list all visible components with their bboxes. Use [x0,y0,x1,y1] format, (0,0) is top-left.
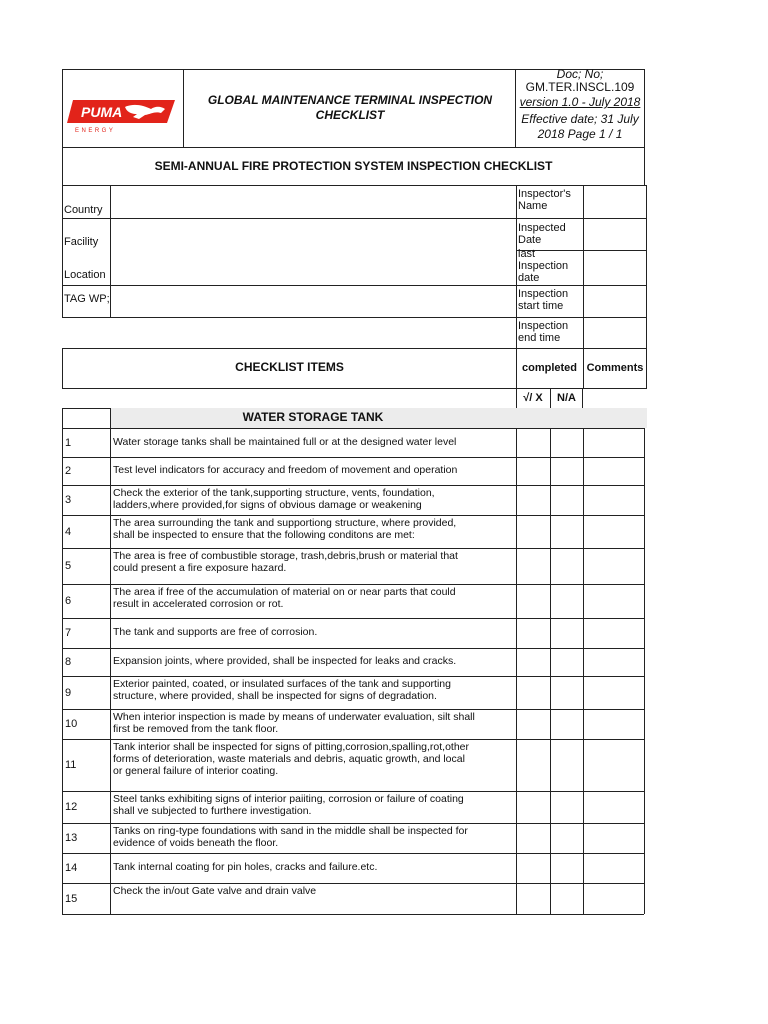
inspector-name-label: Inspector's Name [518,188,571,212]
row-border [62,515,63,548]
row-text-line: The area is free of combustible storage, trash,debris,brush or material that [113,550,458,562]
comments-cell[interactable] [584,884,644,914]
row-border [62,548,63,584]
check-cell[interactable] [517,710,550,739]
na-cell[interactable] [551,824,583,853]
row-text-line: Steel tanks exhibiting signs of interior paiiting, corrosion or failure of coating [113,793,464,805]
check-cell[interactable] [517,740,550,791]
tag-wp-label: TAG WP; [64,293,110,305]
check-cell[interactable] [517,516,550,548]
row-number: 15 [65,893,78,905]
row-number: 4 [65,526,72,538]
checklist-items-header: CHECKLIST ITEMS [235,360,344,374]
inspection-end-time-label: Inspection end time [518,320,569,344]
row-border [110,739,111,791]
na-cell[interactable] [551,649,583,676]
na-cell[interactable] [551,516,583,548]
row-border [62,791,63,823]
effective-date-line2: 2018 Page 1 / 1 [537,127,623,141]
inspection-end-time-field[interactable] [584,319,646,347]
facility-label: Facility [64,236,99,248]
check-cell[interactable] [517,884,550,914]
check-cell[interactable] [517,792,550,823]
row-border [644,823,645,853]
row-number: 3 [65,494,72,506]
row-text-line: Tanks on ring-type foundations with sand in the middle shall be inspected for [113,825,468,837]
row-border [110,618,111,648]
effective-date-line1: Effective date; 31 July [521,112,639,126]
row-border [644,676,645,709]
row-number: 11 [65,759,77,771]
row-border [62,914,644,915]
inspected-date-field[interactable] [584,219,646,249]
row-border [110,676,111,709]
completed-header: completed [521,362,577,374]
check-cell[interactable] [517,824,550,853]
country-label: Country [64,204,103,216]
row-border [644,648,645,676]
comments-cell[interactable] [584,854,644,883]
row-text-line: result in accelerated corrosion or rot. [113,598,284,610]
comments-cell[interactable] [584,649,644,676]
comments-cell[interactable] [584,516,644,548]
row-border [62,618,63,648]
row-text-line: Exterior painted, coated, or insulated surfaces of the tank and supporting [113,678,451,690]
na-column-header: N/A [557,392,576,404]
comments-cell[interactable] [584,549,644,584]
row-text-line: Check the exterior of the tank,supporting structure, vents, foundation, [113,487,435,499]
row-text-line: Test level indicators for accuracy and freedom of movement and operation [113,464,458,476]
row-text-line: The area if free of the accumulation of material on or near parts that could [113,586,456,598]
doc-number-label: Doc; No; [556,67,604,81]
location-field[interactable] [111,253,515,284]
row-border [110,883,111,914]
comments-cell[interactable] [584,458,644,485]
row-text-line: When interior inspection is made by means of underwater evaluation, silt shall [113,711,475,723]
check-cell[interactable] [517,486,550,515]
row-border [110,584,111,618]
row-border [644,739,645,791]
na-cell[interactable] [551,619,583,648]
row-text-line: ladders,where provided,for signs of obvious damage or weakening [113,499,422,511]
facility-field[interactable] [111,219,515,252]
row-border [644,515,645,548]
row-border [62,648,63,676]
row-border [62,709,63,739]
row-text-line: or general failure of interior coating. [113,765,279,777]
check-cell[interactable] [517,649,550,676]
row-border [644,618,645,648]
version-text: version 1.0 - July 2018 [519,95,641,109]
row-number: 5 [65,560,72,572]
row-border [62,457,63,485]
row-text-line: could present a fire exposure hazard. [113,562,287,574]
row-border [62,676,63,709]
check-cell[interactable] [517,458,550,485]
last-inspection-date-label: last Inspection date [518,248,569,284]
check-cell[interactable] [517,677,550,709]
page-subtitle: SEMI-ANNUAL FIRE PROTECTION SYSTEM INSPECTION CHECKLIST [154,159,553,173]
info-divider-right-label [516,185,517,318]
row-text-line: Check the in/out Gate valve and drain valve [113,885,317,897]
na-cell[interactable] [551,884,583,914]
row-number: 1 [65,437,72,449]
row-border [110,709,111,739]
row-border [62,853,63,883]
na-cell[interactable] [551,854,583,883]
row-border [644,485,645,515]
check-cell[interactable] [517,585,550,618]
endtime-border-right [646,318,647,348]
row-number: 6 [65,595,72,607]
row-text-line: Tank internal coating for pin holes, cracks and failure.etc. [113,861,378,873]
section-number-cell [62,408,111,429]
row-border [110,428,111,457]
subtitle-border-right [644,148,645,186]
na-cell[interactable] [551,710,583,739]
row-text-line: Water storage tanks shall be maintained full or at the designed water level [113,436,457,448]
na-cell[interactable] [551,429,583,457]
comments-cell[interactable] [584,792,644,823]
row-number: 10 [65,718,78,730]
comments-cell[interactable] [584,710,644,739]
comments-header: Comments [586,362,644,374]
row-border [62,739,63,791]
inspector-name-field[interactable] [584,186,646,217]
row-border [110,791,111,823]
row-border [110,485,111,515]
header-title-line1: GLOBAL MAINTENANCE TERMINAL INSPECTION [207,93,493,107]
endtime-border-left [516,318,517,348]
na-cell[interactable] [551,549,583,584]
check-column-header: √/ X [523,392,543,404]
country-field[interactable] [111,186,515,217]
row-number: 13 [65,832,78,844]
row-border [110,648,111,676]
logo-sub-text: ENERGY [75,128,116,133]
row-border [62,485,63,515]
row-number: 7 [65,627,72,639]
row-border [110,548,111,584]
comments-cell[interactable] [584,677,644,709]
comments-cell[interactable] [584,429,644,457]
header-divider-left [183,69,184,148]
inspection-start-time-label: Inspection start time [518,288,569,312]
row-border [644,709,645,739]
check-cell[interactable] [517,549,550,584]
comments-cell[interactable] [584,486,644,515]
na-cell[interactable] [551,792,583,823]
comments-cell[interactable] [584,585,644,618]
tag-wp-field[interactable] [111,286,515,317]
row-text-line: Expansion joints, where provided, shall be inspected for leaks and cracks. [113,655,457,667]
na-cell[interactable] [551,740,583,791]
row-text-line: evidence of voids beneath the floor. [113,837,279,849]
row-border [62,823,63,853]
row-text-line: first be removed from the tank floor. [113,723,279,735]
na-cell[interactable] [551,458,583,485]
doc-code: GM.TER.INSCL.109 [525,80,635,94]
row-border [644,457,645,485]
row-border [62,584,63,618]
row-text-line: shall be inspected to ensure that the following conditons are met: [113,529,415,541]
check-cell[interactable] [517,429,550,457]
row-border [62,883,63,914]
header-title-line2: CHECKLIST [315,108,385,122]
check-cell[interactable] [517,619,550,648]
location-label: Location [64,269,106,281]
row-border [110,515,111,548]
row-text-line: forms of deterioration, waste materials and debris, aquatic growth, and local [113,753,465,765]
inspected-date-label: Inspected Date [518,222,566,246]
row-border [644,428,645,457]
row-text-line: shall ve subjected to furthere investigation. [113,805,312,817]
section-title: WATER STORAGE TANK [242,410,384,424]
comments-cell[interactable] [584,824,644,853]
row-border [644,883,645,914]
row-number: 8 [65,656,72,668]
row-text-line: The area surrounding the tank and supportiong structure, where provided, [113,517,457,529]
row-border [110,457,111,485]
row-border [110,853,111,883]
row-border [644,791,645,823]
row-text-line: Tank interior shall be inspected for signs of pitting,corrosion,spalling,rot,other [113,741,470,753]
row-text-line: The tank and supports are free of corrosion. [113,626,318,638]
comments-cell[interactable] [584,740,644,791]
row-number: 12 [65,801,78,813]
na-cell[interactable] [551,585,583,618]
row-number: 14 [65,862,78,874]
row-border [110,823,111,853]
inspection-start-time-field[interactable] [584,286,646,317]
puma-energy-logo [67,97,177,133]
row-text-line: structure, where provided, shall be inspected for signs of degradation. [113,690,437,702]
row-border [644,584,645,618]
row-number: 9 [65,687,72,699]
row-number: 2 [65,465,72,477]
logo-brand-text: PUMA [81,104,123,120]
na-cell[interactable] [551,486,583,515]
row-border [62,428,63,457]
row-border [644,548,645,584]
last-inspection-date-field[interactable] [584,251,646,284]
na-cell[interactable] [551,677,583,709]
check-cell[interactable] [517,854,550,883]
comments-cell[interactable] [584,619,644,648]
row-border [644,853,645,883]
